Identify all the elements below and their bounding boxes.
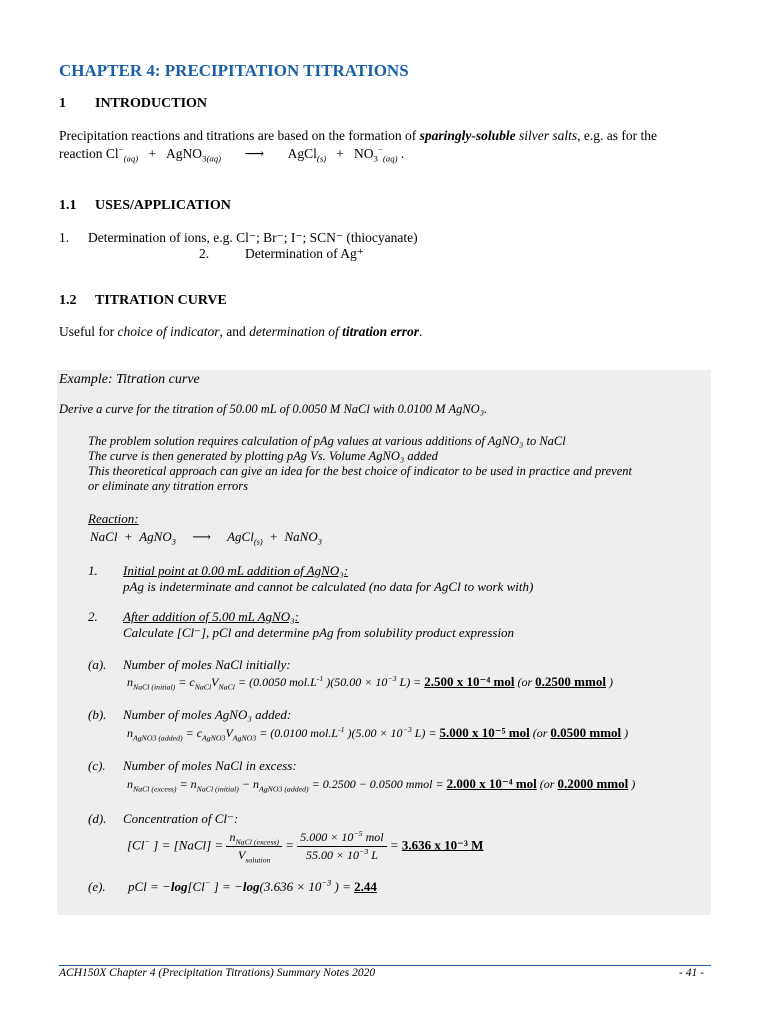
reaction-label: Reaction: — [88, 511, 139, 526]
footer-divider — [59, 965, 711, 966]
step-c: (c). Number of moles NaCl in excess: — [88, 758, 297, 773]
example-note-1: The problem solution requires calculation of pAg values at various additions of AgNO₃ to NaCl — [88, 434, 566, 448]
step-a: (a). Number of moles NaCl initially: — [88, 657, 291, 672]
step-2-text: Calculate [Cl⁻], pCl and determine pAg from solubility product expression — [123, 625, 515, 640]
uses-item-1: 1. Determination of ions, e.g. Cl⁻; Br⁻; I⁻; SCN⁻ (thiocyanate) — [59, 230, 418, 245]
step-1: 1. Initial point at 0.00 mL addition of AgNO₃: — [88, 563, 349, 578]
step-c-equation: $n_{NaCl (excess)} = n_{NaCl (initial)} - n_{AgNO3 (added)} = 0.2500 - 0.0500$ mmol = 2.000 x 10⁻⁴ mol (or 0.2000 mmol ) — [127, 776, 636, 794]
example-note-3: This theoretical approach can give an idea for the best choice of indicator to be used in practice and prevent — [88, 464, 632, 478]
section-heading-uses: 1.1 USES/APPLICATION — [59, 198, 231, 213]
step-b-equation: $n_{AgNO3 (added)} = c_{AgNO3}V_{AgNO3} = (0.0100$ $mol.L^{-1}$ )($5.00 \times 10^{-3}$ L) = 5.000 x 10⁻⁵ mol (or 0.0500 mmol ) — [127, 725, 629, 743]
example-title: Example: Titration curve — [59, 372, 200, 387]
example-note-4: or eliminate any titration errors — [88, 479, 248, 493]
footer-left: ACH150X Chapter 4 (Precipitation Titrations) Summary Notes 2020 — [59, 967, 376, 979]
uses-item-2: 2. Determination of Ag⁺ — [199, 246, 364, 261]
step-a-equation: $n_{NaCl (initial)} = c_{NaCl}V_{NaCl} = (0.0050$ $mol.L^{-1}$ )($50.00 \times 10^{-3}$ L) = 2.500 x 10⁻⁴ mol (or 0.2500 mmol ) — [127, 674, 613, 692]
step-b: (b). Number of moles AgNO₃ added: — [88, 707, 292, 722]
step-d-equation: [Cl− ] = [NaCl] = $\frac{n_{NaCl (excess)}}{V_{solution}}$ = $\frac{5.000 \times 10^{-5} mol}{55.00 \times 10^{-3} L}$ = 3.636 x 10⁻³ M — [127, 829, 484, 865]
example-note-2: The curve is then generated by plotting pAg Vs. Volume AgNO₃ added — [88, 449, 438, 463]
step-e: (e). pCl = −log[Cl− ] = $-\log(3.636 \times 10^{-3}$ ) = 2.44 — [88, 877, 377, 894]
step-2: 2. After addition of 5.00 mL AgNO₃: — [88, 609, 299, 624]
reaction-equation: NaCl + AgNO$_3$ ⟶ AgCl$_{(s)}$ + NaNO$_3$ — [90, 529, 322, 547]
example-task: Derive a curve for the titration of 50.00 mL of 0.0050 M NaCl with 0.0100 M AgNO₃. — [59, 402, 488, 416]
section-heading-titration-curve: 1.2 TITRATION CURVE — [59, 293, 227, 308]
section-heading-introduction: 1 INTRODUCTION — [59, 96, 208, 111]
step-1-text: pAg is indeterminate and cannot be calculated (no data for AgCl to work with) — [123, 579, 534, 594]
chapter-title: CHAPTER 4: PRECIPITATION TITRATIONS — [59, 61, 409, 80]
titration-curve-text: Useful for choice of indicator, and determination of titration error. — [59, 324, 423, 339]
intro-reaction-equation: reaction $Cl^-_{(aq)}$ + AgNO$_{3(aq)}$ ⟶ AgCl$_{(s)}$ + $NO_3^-_{(aq)}$ . — [59, 144, 405, 164]
intro-paragraph-line1: Precipitation reactions and titrations are based on the formation of sparingly-soluble silver salts, e.g. as for the — [59, 128, 658, 143]
step-d: (d). Concentration of Cl⁻: — [88, 811, 239, 826]
page-number: - 41 - — [679, 967, 704, 979]
